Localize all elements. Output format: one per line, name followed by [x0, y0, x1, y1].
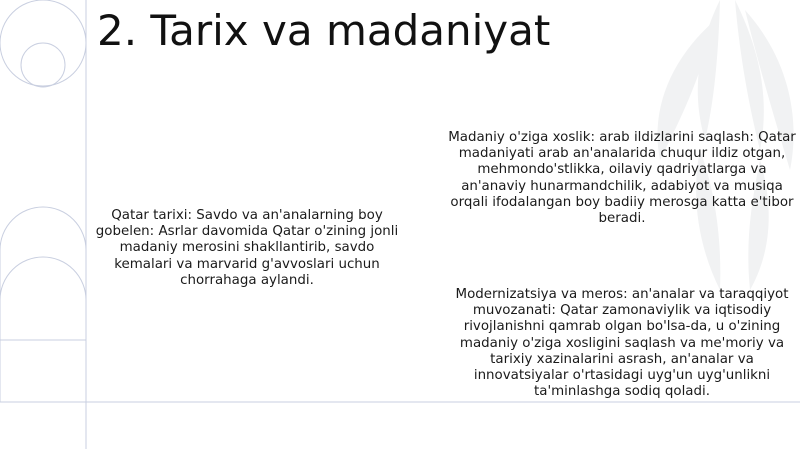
- text-block-modernization: Modernizatsiya va meros: an'analar va taraqqiyot muvozanati: Qatar zamonaviylik va iqtisodiy rivojlanishni qamrab olgan bo'lsa-da, u o'zining madaniy o'ziga xosligini saqlash va me'moriy va tarixiy xazinalarini asrash, an'analar va innovatsiyalar o'rtasidagi uyg'un uyg'unlikni ta'minlashga sodiq qoladi.: [455, 287, 789, 400]
- text-block-cultural-identity: Madaniy o'ziga xoslik: arab ildizlarini saqlash: Qatar madaniyati arab an'analarida chuqur ildiz otgan, mehmondo'stlikka, oilaviy qadriyatlarga va an'anaviy hunarmandchilik, adabiyot va musiqa orqali ifodalangan boy badiiy merosga katta e'tibor beradi.: [448, 130, 796, 227]
- text-block-history: Qatar tarixi: Savdo va an'analarning boy gobelen: Asrlar davomida Qatar o'zining jonli madaniy merosini shakllantirib, savdo kemalari va marvarid g'avvoslari uchun chorrahaga aylandi.: [95, 208, 399, 288]
- slide-title: 2. Tarix va madaniyat: [97, 6, 551, 55]
